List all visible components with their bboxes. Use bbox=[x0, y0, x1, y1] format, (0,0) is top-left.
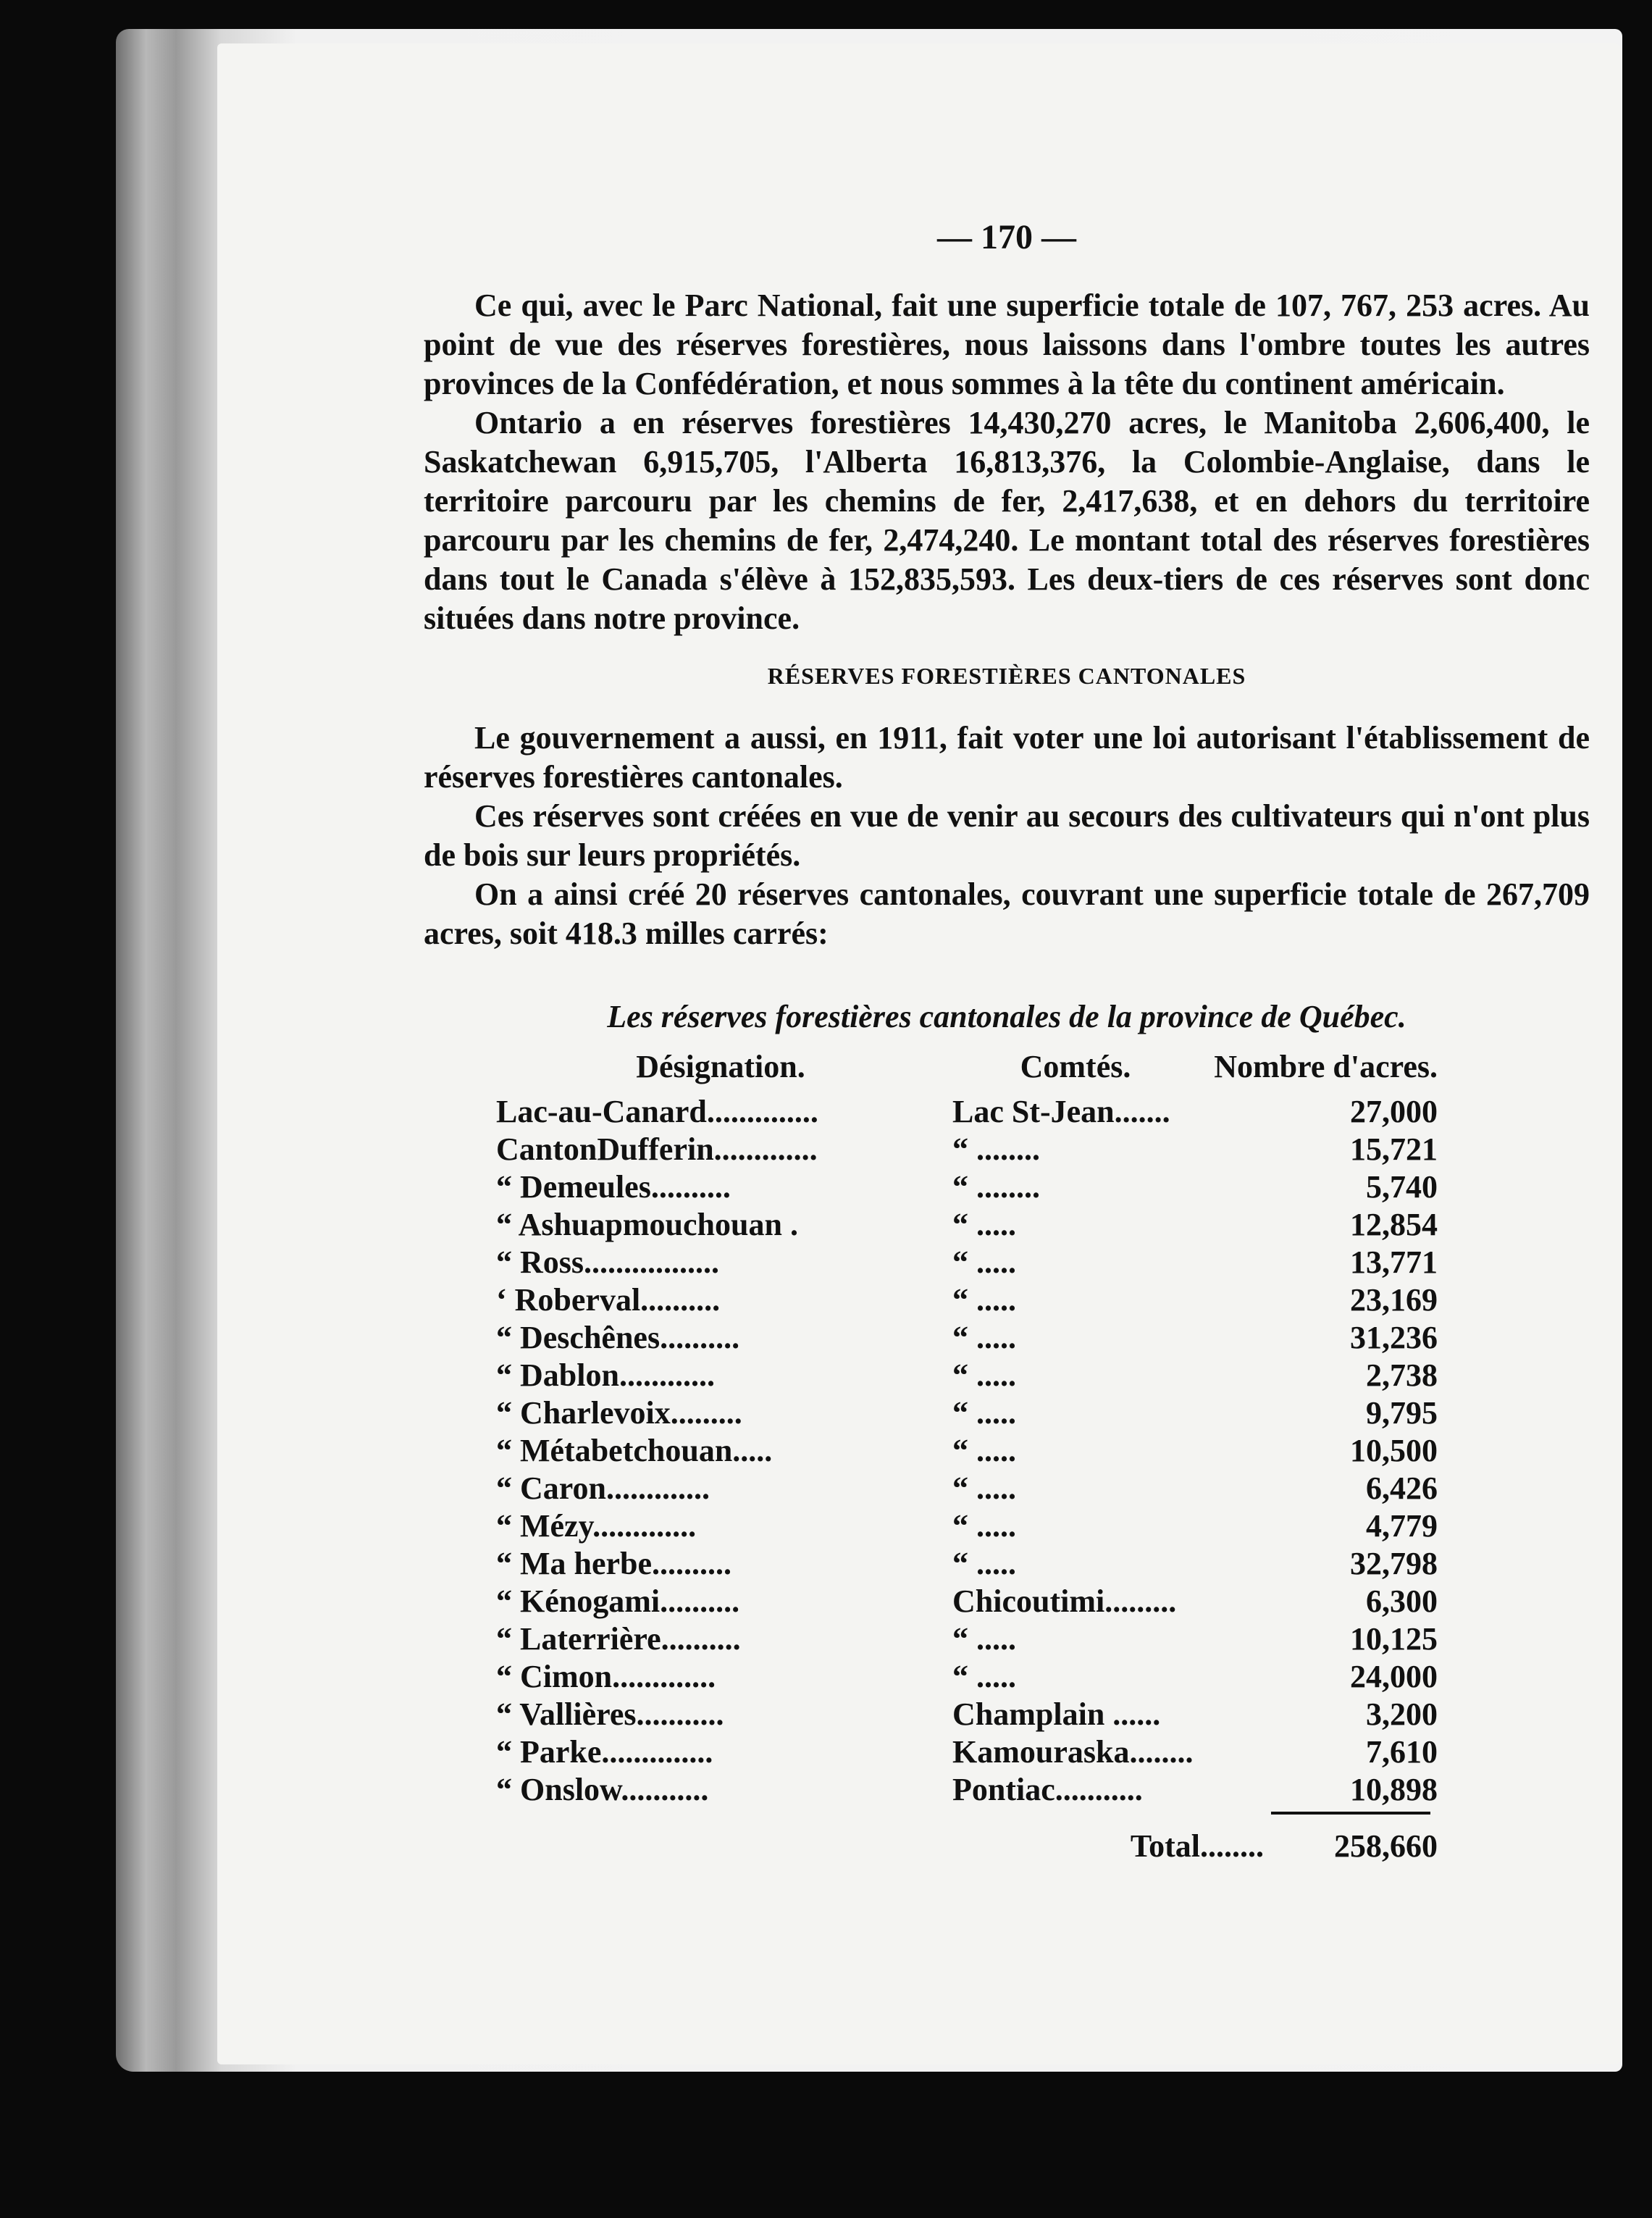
row-comte: Champlain ...... bbox=[952, 1696, 1161, 1732]
table-row bbox=[496, 1620, 1438, 1658]
row-acres: 10,125 bbox=[1350, 1621, 1438, 1657]
paragraph-2: Ontario a en réserves forestières 14,430,270 acres, le Manitoba 2,606,400, le Saskatchewan 6,915,705, l'Alberta 16,813,376, la Colombie-Anglaise, dans le territoire parcouru par les chemins de fer, 2,417,638, et en dehors du territoire parcouru par les chemins de fer, 2,474,240. Le montant total des réserves forestières dans tout le Canada s'élève à 152,835,593. Les deux-tiers de ces réserves sont donc situées dans notre province. bbox=[424, 405, 1590, 636]
row-designation: “ Dablon............ bbox=[496, 1357, 715, 1393]
row-comte: “ ..... bbox=[952, 1508, 1016, 1544]
row-designation: “ Métabetchouan..... bbox=[496, 1433, 773, 1468]
row-designation: “ Cimon............. bbox=[496, 1659, 716, 1694]
table-row bbox=[496, 1394, 1438, 1432]
table-row bbox=[496, 1545, 1438, 1583]
row-designation: “ Ross................. bbox=[496, 1244, 720, 1280]
row-acres: 24,000 bbox=[1350, 1659, 1438, 1694]
row-designation: “ Vallières........... bbox=[496, 1696, 724, 1732]
section-title: RÉSERVES FORESTIÈRES CANTONALES bbox=[767, 663, 1246, 689]
table-row bbox=[496, 1093, 1438, 1131]
total-label: Total........ bbox=[1130, 1828, 1264, 1864]
row-comte: “ ..... bbox=[952, 1244, 1016, 1280]
table-row bbox=[496, 1206, 1438, 1244]
row-acres: 3,200 bbox=[1366, 1696, 1438, 1732]
table-row bbox=[496, 1733, 1438, 1771]
table-row bbox=[496, 1696, 1438, 1733]
row-acres: 10,500 bbox=[1350, 1433, 1438, 1468]
row-acres: 2,738 bbox=[1366, 1357, 1438, 1393]
row-comte: “ ..... bbox=[952, 1621, 1016, 1657]
table-row bbox=[496, 1319, 1438, 1357]
row-acres: 5,740 bbox=[1366, 1169, 1438, 1205]
row-designation: “ Demeules.......... bbox=[496, 1169, 731, 1205]
row-comte: “ ..... bbox=[952, 1546, 1016, 1581]
row-comte: “ ..... bbox=[952, 1470, 1016, 1506]
row-acres: 7,610 bbox=[1366, 1734, 1438, 1770]
table-row bbox=[496, 1658, 1438, 1696]
row-comte: “ ........ bbox=[952, 1131, 1040, 1167]
row-comte: “ ..... bbox=[952, 1659, 1016, 1694]
row-designation: “ Mézy............. bbox=[496, 1508, 697, 1544]
row-designation: “ Caron............. bbox=[496, 1470, 710, 1506]
row-acres: 13,771 bbox=[1350, 1244, 1438, 1280]
row-designation: “ Laterrière.......... bbox=[496, 1621, 741, 1657]
paragraph-4: Ces réserves sont créées en vue de venir au secours des cultivateurs qui n'ont plus de bois sur leurs propriétés. bbox=[424, 798, 1590, 873]
header-designation: Désignation. bbox=[636, 1049, 805, 1084]
table-row bbox=[496, 1507, 1438, 1545]
row-acres: 9,795 bbox=[1366, 1395, 1438, 1431]
row-comte: “ ..... bbox=[952, 1282, 1016, 1318]
row-comte: Kamouraska........ bbox=[952, 1734, 1194, 1770]
row-acres: 4,779 bbox=[1366, 1508, 1438, 1544]
table-row bbox=[496, 1357, 1438, 1394]
reserves-table bbox=[496, 1048, 1438, 1809]
row-acres: 15,721 bbox=[1350, 1131, 1438, 1167]
table-row bbox=[496, 1470, 1438, 1507]
row-designation: ‘ Roberval.......... bbox=[496, 1282, 721, 1318]
row-designation: “ Parke.............. bbox=[496, 1734, 713, 1770]
table-row bbox=[496, 1583, 1438, 1620]
page-number: — 170 — bbox=[937, 218, 1076, 256]
row-comte: “ ........ bbox=[952, 1169, 1040, 1205]
table-body bbox=[496, 1093, 1438, 1809]
table-row bbox=[496, 1432, 1438, 1470]
row-designation: “ Onslow........... bbox=[496, 1772, 709, 1807]
paragraph-1: Ce qui, avec le Parc National, fait une superficie totale de 107, 767, 253 acres. Au point de vue des réserves forestières, nous laissons dans l'ombre toutes les autres provinces de la Confédération, et nous sommes à la tête du continent américain. bbox=[424, 288, 1590, 401]
table-row bbox=[496, 1244, 1438, 1281]
row-comte: “ ..... bbox=[952, 1320, 1016, 1355]
row-designation: CantonDufferin............. bbox=[496, 1131, 818, 1167]
row-acres: 6,300 bbox=[1366, 1583, 1438, 1619]
row-designation: “ Deschênes.......... bbox=[496, 1320, 740, 1355]
row-comte: “ ..... bbox=[952, 1433, 1016, 1468]
row-acres: 32,798 bbox=[1350, 1546, 1438, 1581]
row-comte: Chicoutimi......... bbox=[952, 1583, 1177, 1619]
row-designation: “ Charlevoix......... bbox=[496, 1395, 742, 1431]
header-comtes: Comtés. bbox=[1020, 1049, 1131, 1084]
row-acres: 10,898 bbox=[1350, 1772, 1438, 1807]
row-acres: 27,000 bbox=[1350, 1094, 1438, 1129]
row-designation: “ Ma herbe.......... bbox=[496, 1546, 732, 1581]
total-row bbox=[496, 1828, 1438, 1865]
row-comte: “ ..... bbox=[952, 1207, 1016, 1242]
table-row bbox=[496, 1131, 1438, 1168]
row-acres: 31,236 bbox=[1350, 1320, 1438, 1355]
table-header-row bbox=[496, 1048, 1438, 1093]
page-content bbox=[424, 217, 1590, 1865]
row-comte: Lac St-Jean....... bbox=[952, 1094, 1170, 1129]
table-row bbox=[496, 1281, 1438, 1319]
row-acres: 6,426 bbox=[1366, 1470, 1438, 1506]
row-designation: “ Kénogami.......... bbox=[496, 1583, 740, 1619]
paragraph-5: On a ainsi créé 20 réserves cantonales, couvrant une superficie totale de 267,709 acres, soit 418.3 milles carrés: bbox=[424, 876, 1590, 951]
total-value: 258,660 bbox=[1334, 1828, 1438, 1864]
table-title: Les réserves forestières cantonales de la province de Québec. bbox=[607, 999, 1406, 1034]
row-comte: Pontiac........... bbox=[952, 1772, 1143, 1807]
paragraph-3: Le gouvernement a aussi, en 1911, fait voter une loi autorisant l'établissement de réserves forestières cantonales. bbox=[424, 720, 1590, 795]
row-designation: “ Ashuapmouchouan . bbox=[496, 1207, 798, 1242]
row-comte: “ ..... bbox=[952, 1395, 1016, 1431]
table-row bbox=[496, 1168, 1438, 1206]
table-row bbox=[496, 1771, 1438, 1809]
header-acres: Nombre d'acres. bbox=[1214, 1049, 1438, 1084]
row-acres: 23,169 bbox=[1350, 1282, 1438, 1318]
row-designation: Lac-au-Canard.............. bbox=[496, 1094, 818, 1129]
row-comte: “ ..... bbox=[952, 1357, 1016, 1393]
row-acres: 12,854 bbox=[1350, 1207, 1438, 1242]
